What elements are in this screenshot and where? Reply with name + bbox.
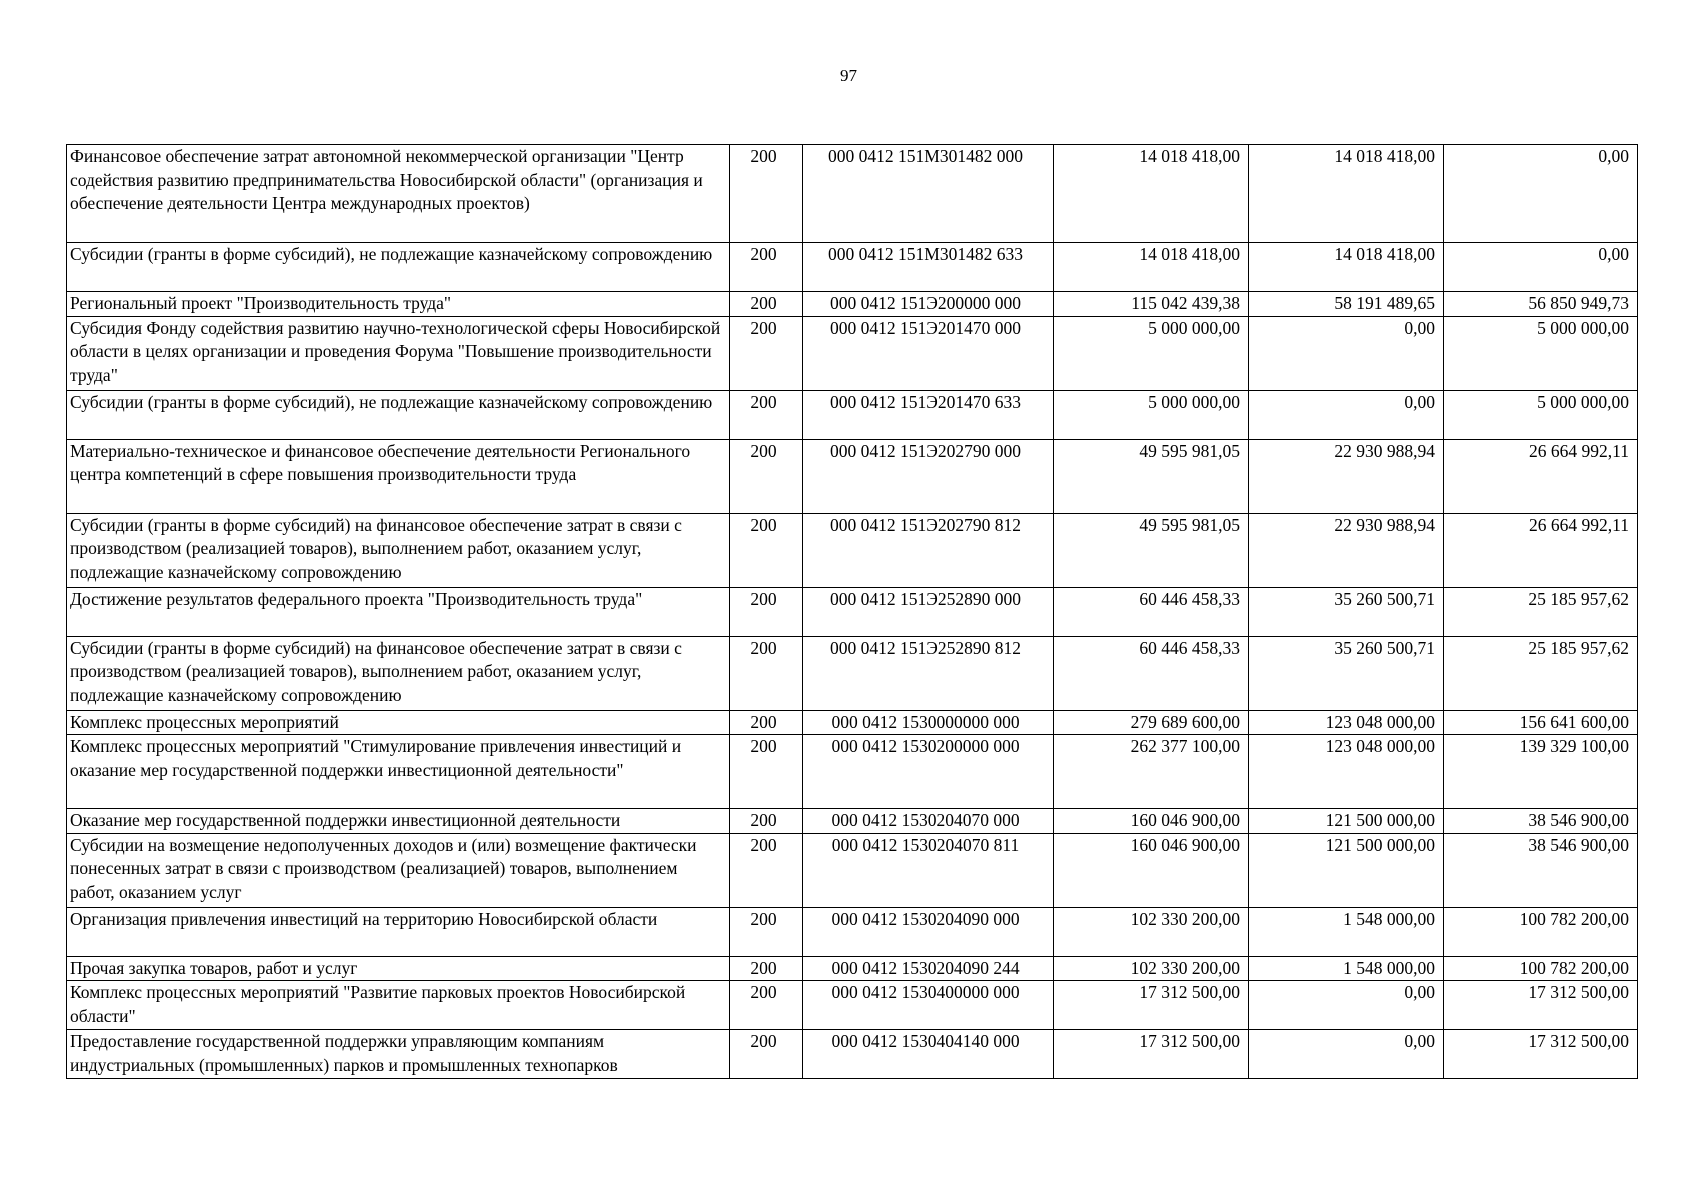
row-classification-code: 000 0412 151Э201470 633	[803, 390, 1054, 439]
row-classification-code: 000 0412 151Э252890 812	[803, 636, 1054, 710]
row-admin-code: 200	[730, 809, 803, 834]
row-approved-amount: 262 377 100,00	[1054, 735, 1249, 809]
row-admin-code: 200	[730, 390, 803, 439]
row-executed-amount: 123 048 000,00	[1249, 710, 1444, 735]
row-admin-code: 200	[730, 316, 803, 390]
row-name: Финансовое обеспечение затрат автономной некоммерческой организации "Центр содействия развитию предпринимательства Новосибирской области" (организация и обеспечение деятельности Центра международных проектов)	[67, 145, 730, 243]
row-approved-amount: 17 312 500,00	[1054, 1030, 1249, 1079]
row-executed-amount: 0,00	[1249, 981, 1444, 1030]
row-classification-code: 000 0412 1530200000 000	[803, 735, 1054, 809]
row-classification-code: 000 0412 1530204070 811	[803, 833, 1054, 907]
row-name: Комплекс процессных мероприятий "Развитие парковых проектов Новосибирской области"	[67, 981, 730, 1030]
row-remaining-amount: 17 312 500,00	[1444, 1030, 1638, 1079]
table-row	[67, 145, 1638, 243]
table-row	[67, 587, 1638, 636]
row-executed-amount: 14 018 418,00	[1249, 243, 1444, 292]
row-remaining-amount: 0,00	[1444, 145, 1638, 243]
row-approved-amount: 102 330 200,00	[1054, 956, 1249, 981]
row-executed-amount: 0,00	[1249, 390, 1444, 439]
row-admin-code: 200	[730, 513, 803, 587]
row-remaining-amount: 100 782 200,00	[1444, 956, 1638, 981]
row-classification-code: 000 0412 1530204090 000	[803, 907, 1054, 956]
row-name: Субсидии (гранты в форме субсидий), не подлежащие казначейскому сопровождению	[67, 243, 730, 292]
row-admin-code: 200	[730, 833, 803, 907]
row-approved-amount: 14 018 418,00	[1054, 145, 1249, 243]
row-executed-amount: 121 500 000,00	[1249, 833, 1444, 907]
row-name: Организация привлечения инвестиций на территорию Новосибирской области	[67, 907, 730, 956]
row-executed-amount: 121 500 000,00	[1249, 809, 1444, 834]
row-approved-amount: 49 595 981,05	[1054, 439, 1249, 513]
row-name: Материально-техническое и финансовое обеспечение деятельности Регионального центра компетенций в сфере повышения производительности труда	[67, 439, 730, 513]
row-approved-amount: 60 446 458,33	[1054, 587, 1249, 636]
row-classification-code: 000 0412 1530000000 000	[803, 710, 1054, 735]
row-approved-amount: 5 000 000,00	[1054, 390, 1249, 439]
row-executed-amount: 123 048 000,00	[1249, 735, 1444, 809]
row-classification-code: 000 0412 151Э252890 000	[803, 587, 1054, 636]
row-executed-amount: 0,00	[1249, 316, 1444, 390]
row-approved-amount: 5 000 000,00	[1054, 316, 1249, 390]
row-executed-amount: 35 260 500,71	[1249, 636, 1444, 710]
table-row	[67, 636, 1638, 710]
row-admin-code: 200	[730, 439, 803, 513]
row-admin-code: 200	[730, 981, 803, 1030]
table-row	[67, 735, 1638, 809]
row-approved-amount: 102 330 200,00	[1054, 907, 1249, 956]
row-name: Комплекс процессных мероприятий	[67, 710, 730, 735]
row-name: Субсидия Фонду содействия развитию научно-технологической сферы Новосибирской области в целях организации и проведения Форума "Повышение производительности труда"	[67, 316, 730, 390]
table-row	[67, 316, 1638, 390]
row-admin-code: 200	[730, 956, 803, 981]
row-remaining-amount: 38 546 900,00	[1444, 809, 1638, 834]
budget-execution-table	[66, 144, 1638, 1079]
row-executed-amount: 58 191 489,65	[1249, 292, 1444, 317]
row-executed-amount: 22 930 988,94	[1249, 439, 1444, 513]
table-row	[67, 956, 1638, 981]
row-remaining-amount: 5 000 000,00	[1444, 316, 1638, 390]
row-name: Субсидии (гранты в форме субсидий) на финансовое обеспечение затрат в связи с производством (реализацией товаров), выполнением работ, оказанием услуг, подлежащие казначейскому сопровождению	[67, 513, 730, 587]
row-approved-amount: 160 046 900,00	[1054, 809, 1249, 834]
row-name: Комплекс процессных мероприятий "Стимулирование привлечения инвестиций и оказание мер государственной поддержки инвестиционной деятельности"	[67, 735, 730, 809]
table-row	[67, 1030, 1638, 1079]
row-remaining-amount: 17 312 500,00	[1444, 981, 1638, 1030]
row-classification-code: 000 0412 151Э202790 000	[803, 439, 1054, 513]
row-remaining-amount: 25 185 957,62	[1444, 636, 1638, 710]
table-row	[67, 809, 1638, 834]
row-approved-amount: 49 595 981,05	[1054, 513, 1249, 587]
row-admin-code: 200	[730, 243, 803, 292]
row-name: Предоставление государственной поддержки управляющим компаниям индустриальных (промышленных) парков и промышленных технопарков	[67, 1030, 730, 1079]
row-admin-code: 200	[730, 636, 803, 710]
row-classification-code: 000 0412 151Э202790 812	[803, 513, 1054, 587]
row-remaining-amount: 26 664 992,11	[1444, 439, 1638, 513]
row-executed-amount: 1 548 000,00	[1249, 956, 1444, 981]
row-admin-code: 200	[730, 907, 803, 956]
row-remaining-amount: 26 664 992,11	[1444, 513, 1638, 587]
row-executed-amount: 0,00	[1249, 1030, 1444, 1079]
table-row	[67, 710, 1638, 735]
row-admin-code: 200	[730, 735, 803, 809]
row-classification-code: 000 0412 151М301482 000	[803, 145, 1054, 243]
row-admin-code: 200	[730, 710, 803, 735]
row-remaining-amount: 25 185 957,62	[1444, 587, 1638, 636]
row-classification-code: 000 0412 151М301482 633	[803, 243, 1054, 292]
row-name: Достижение результатов федерального проекта "Производительность труда"	[67, 587, 730, 636]
row-remaining-amount: 38 546 900,00	[1444, 833, 1638, 907]
row-remaining-amount: 156 641 600,00	[1444, 710, 1638, 735]
row-approved-amount: 60 446 458,33	[1054, 636, 1249, 710]
row-classification-code: 000 0412 1530204090 244	[803, 956, 1054, 981]
table-row	[67, 907, 1638, 956]
row-executed-amount: 35 260 500,71	[1249, 587, 1444, 636]
row-admin-code: 200	[730, 292, 803, 317]
row-admin-code: 200	[730, 145, 803, 243]
table-body	[67, 145, 1638, 1079]
row-classification-code: 000 0412 151Э200000 000	[803, 292, 1054, 317]
row-remaining-amount: 100 782 200,00	[1444, 907, 1638, 956]
table-row	[67, 439, 1638, 513]
row-remaining-amount: 5 000 000,00	[1444, 390, 1638, 439]
row-name: Субсидии на возмещение недополученных доходов и (или) возмещение фактически понесенных затрат в связи с производством (реализацией) товаров, выполнением работ, оказанием услуг	[67, 833, 730, 907]
row-name: Субсидии (гранты в форме субсидий), не подлежащие казначейскому сопровождению	[67, 390, 730, 439]
row-classification-code: 000 0412 1530204070 000	[803, 809, 1054, 834]
row-approved-amount: 115 042 439,38	[1054, 292, 1249, 317]
row-classification-code: 000 0412 151Э201470 000	[803, 316, 1054, 390]
table-row	[67, 292, 1638, 317]
row-name: Региональный проект "Производительность труда"	[67, 292, 730, 317]
row-executed-amount: 22 930 988,94	[1249, 513, 1444, 587]
row-admin-code: 200	[730, 587, 803, 636]
row-approved-amount: 160 046 900,00	[1054, 833, 1249, 907]
page-number: 97	[840, 66, 857, 85]
row-name: Прочая закупка товаров, работ и услуг	[67, 956, 730, 981]
table-row	[67, 833, 1638, 907]
row-classification-code: 000 0412 1530404140 000	[803, 1030, 1054, 1079]
row-approved-amount: 17 312 500,00	[1054, 981, 1249, 1030]
row-classification-code: 000 0412 1530400000 000	[803, 981, 1054, 1030]
row-remaining-amount: 56 850 949,73	[1444, 292, 1638, 317]
table-row	[67, 243, 1638, 292]
row-executed-amount: 1 548 000,00	[1249, 907, 1444, 956]
row-name: Оказание мер государственной поддержки инвестиционной деятельности	[67, 809, 730, 834]
table-row	[67, 513, 1638, 587]
row-name: Субсидии (гранты в форме субсидий) на финансовое обеспечение затрат в связи с производством (реализацией товаров), выполнением работ, оказанием услуг, подлежащие казначейскому сопровождению	[67, 636, 730, 710]
row-executed-amount: 14 018 418,00	[1249, 145, 1444, 243]
row-admin-code: 200	[730, 1030, 803, 1079]
table-row	[67, 981, 1638, 1030]
row-remaining-amount: 139 329 100,00	[1444, 735, 1638, 809]
row-approved-amount: 14 018 418,00	[1054, 243, 1249, 292]
table-row	[67, 390, 1638, 439]
row-approved-amount: 279 689 600,00	[1054, 710, 1249, 735]
row-remaining-amount: 0,00	[1444, 243, 1638, 292]
